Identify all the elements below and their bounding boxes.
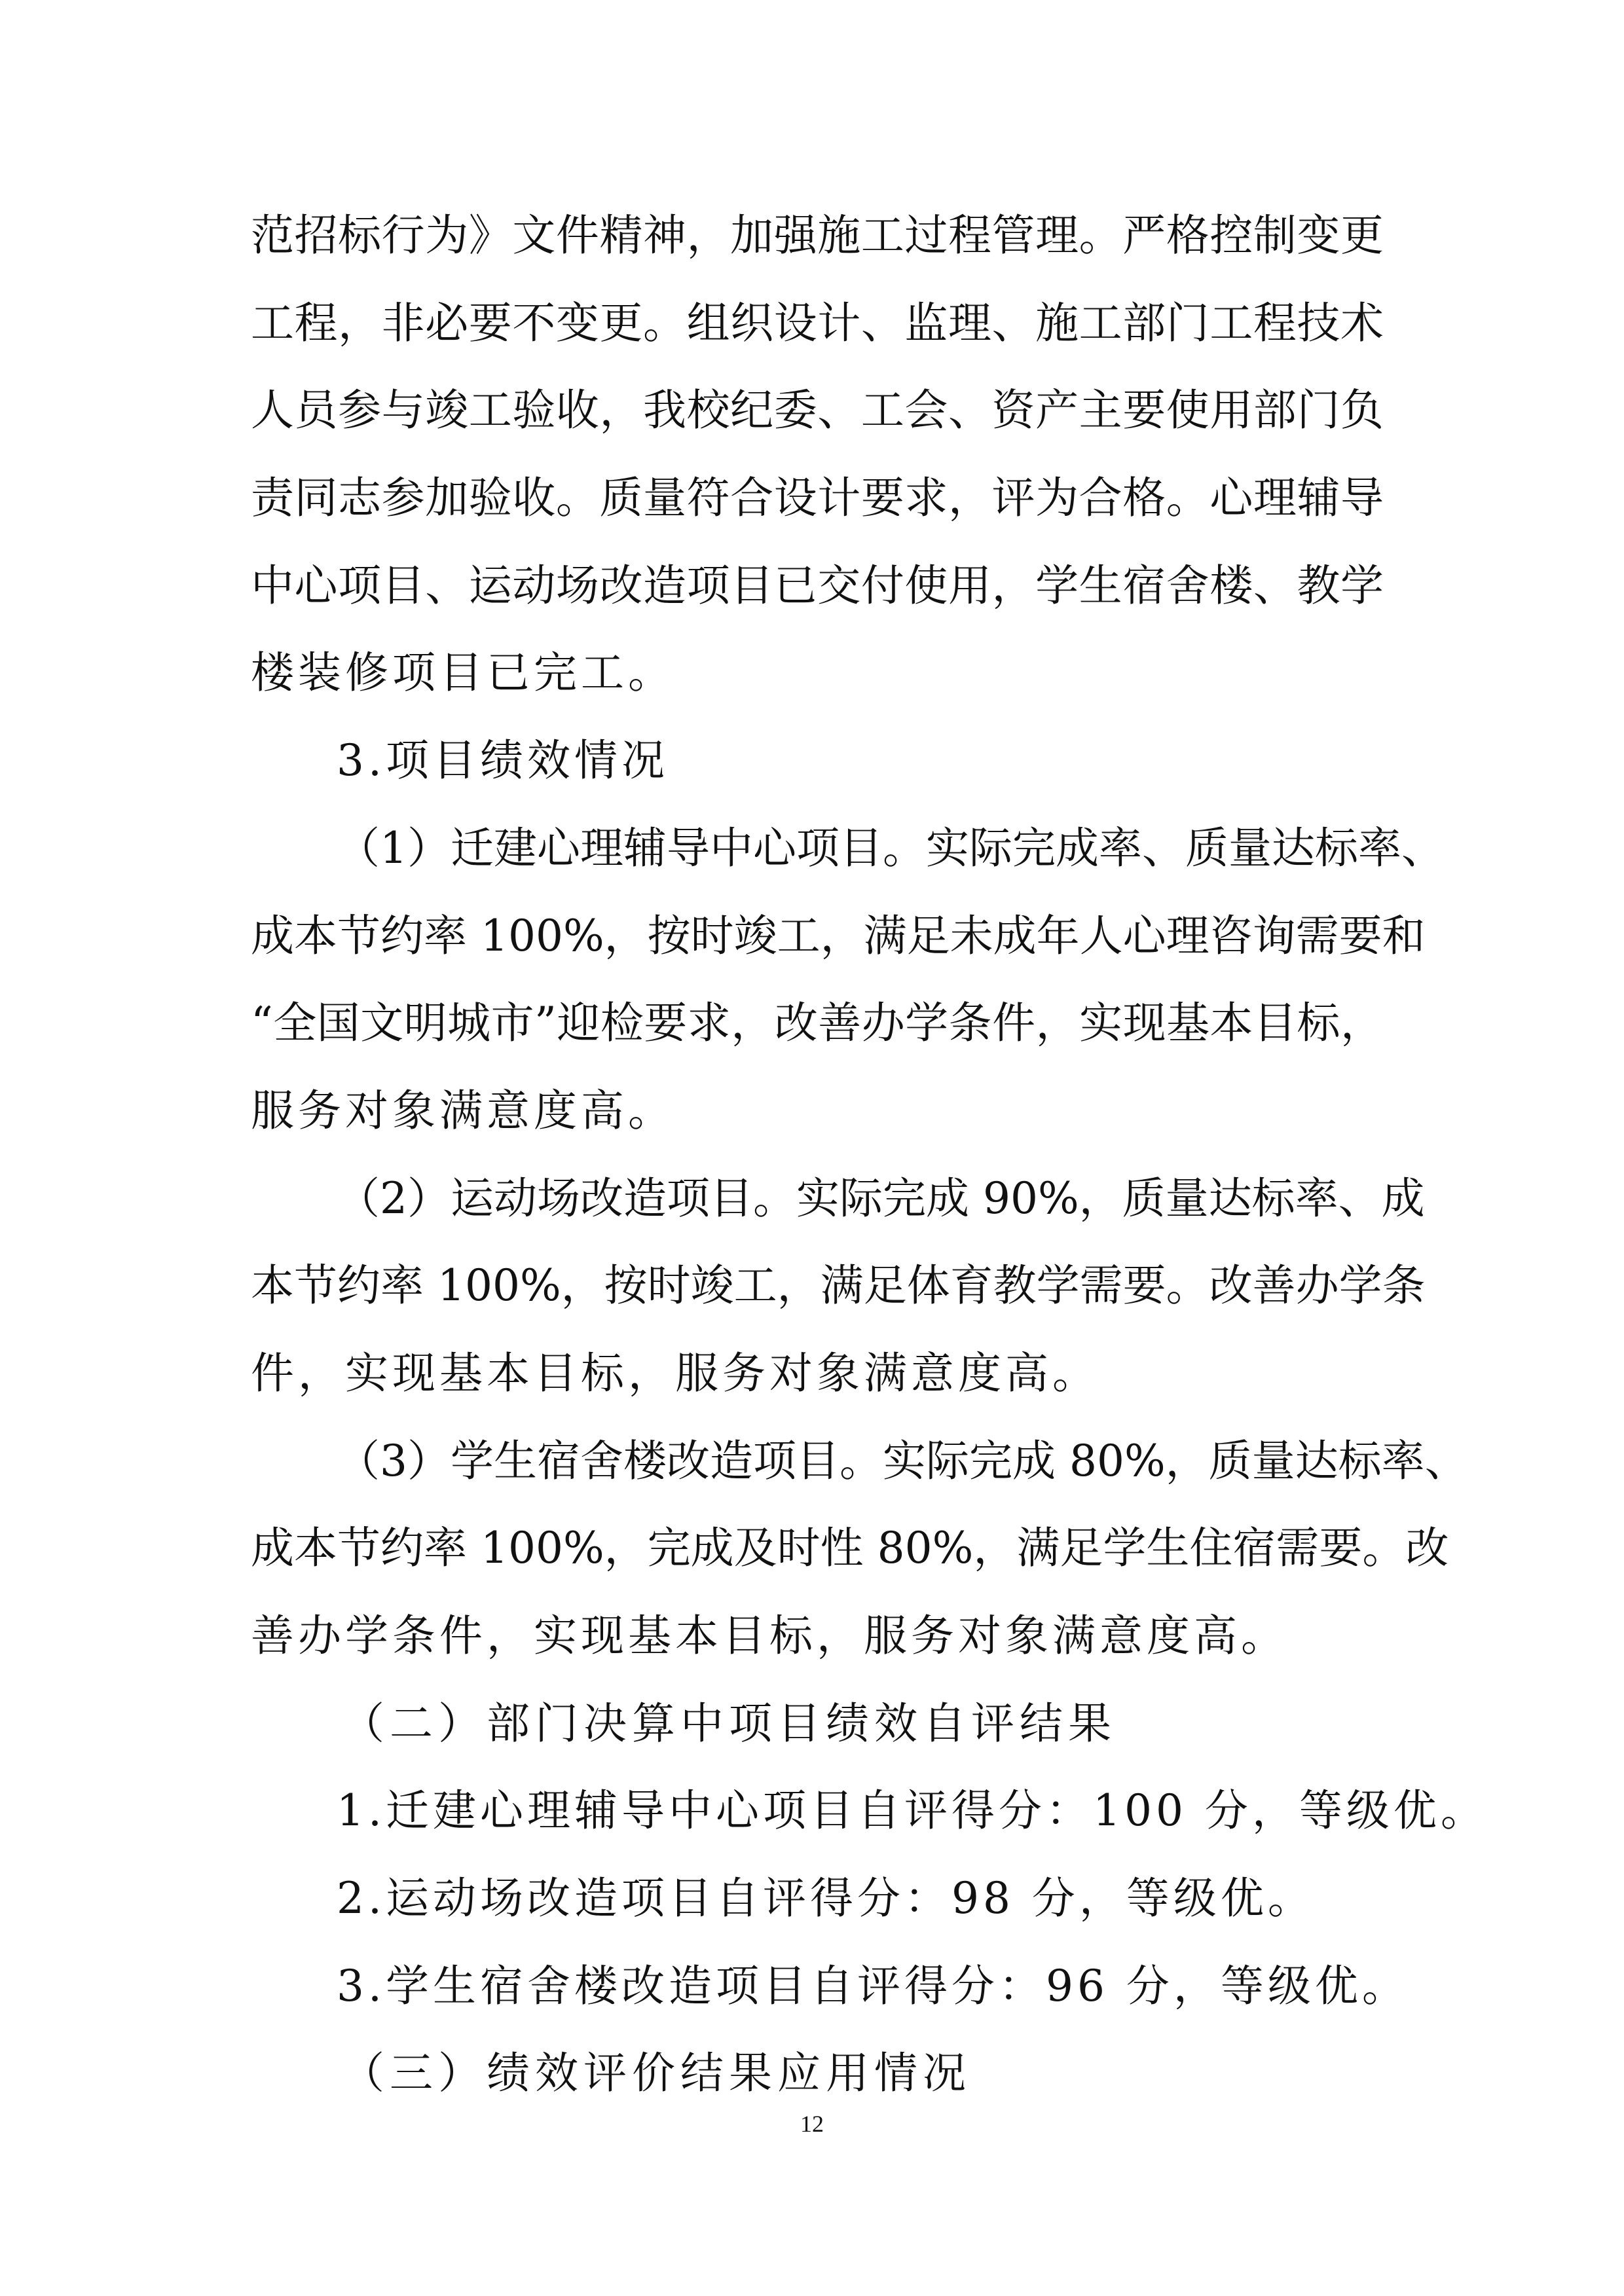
body-text [251, 192, 1488, 2117]
text-line: 成本节约率 100%，按时竣工，满足未成年人心理咨询需要和 [251, 910, 1426, 961]
text-line: 中心项目、运动场改造项目已交付使用，学生宿舍楼、教学 [251, 560, 1384, 611]
text-line: 楼装修项目已完工。 [251, 647, 675, 699]
text-line: 范招标行为》文件精神，加强施工过程管理。严格控制变更 [251, 210, 1384, 261]
text-line: “全国文明城市”迎检要求，改善办学条件，实现基本目标， [251, 998, 1384, 1049]
page-number: 12 [800, 2111, 824, 2137]
text-line: （2）运动场改造项目。实际完成 90%，质量达标率、成 [337, 1173, 1425, 1224]
section-subheading: 3.项目绩效情况 [337, 735, 669, 786]
list-item: 3.学生宿舍楼改造项目自评得分：96 分，等级优。 [337, 1960, 1409, 2011]
text-line: 件，实现基本目标，服务对象满意度高。 [251, 1347, 1099, 1398]
text-line: 善办学条件，实现基本目标，服务对象满意度高。 [251, 1611, 1288, 1661]
section-heading: （二）部门决算中项目绩效自评结果 [341, 1698, 1116, 1749]
text-line: 责同志参加验收。质量符合设计要求，评为合格。心理辅导 [251, 473, 1384, 524]
text-line: 本节约率 100%，按时竣工，满足体育教学需要。改善办学条 [251, 1260, 1426, 1311]
text-line: （1）迁建心理辅导中心项目。实际完成率、质量达标率、 [337, 822, 1445, 873]
text-line: 人员参与竣工验收，我校纪委、工会、资产主要使用部门负 [251, 385, 1384, 436]
text-line: 服务对象满意度高。 [251, 1085, 675, 1136]
list-item: 2.运动场改造项目自评得分：98 分，等级优。 [337, 1873, 1315, 1924]
section-heading: （三）绩效评价结果应用情况 [341, 2048, 971, 2099]
text-line: （3）学生宿舍楼改造项目。实际完成 80%，质量达标率、 [337, 1435, 1468, 1486]
list-item: 1.迁建心理辅导中心项目自评得分：100 分，等级优。 [337, 1785, 1488, 1836]
text-line: 工程，非必要不变更。组织设计、监理、施工部门工程技术 [251, 297, 1384, 348]
text-line: 成本节约率 100%，完成及时性 80%，满足学生住宿需要。改 [251, 1523, 1449, 1574]
